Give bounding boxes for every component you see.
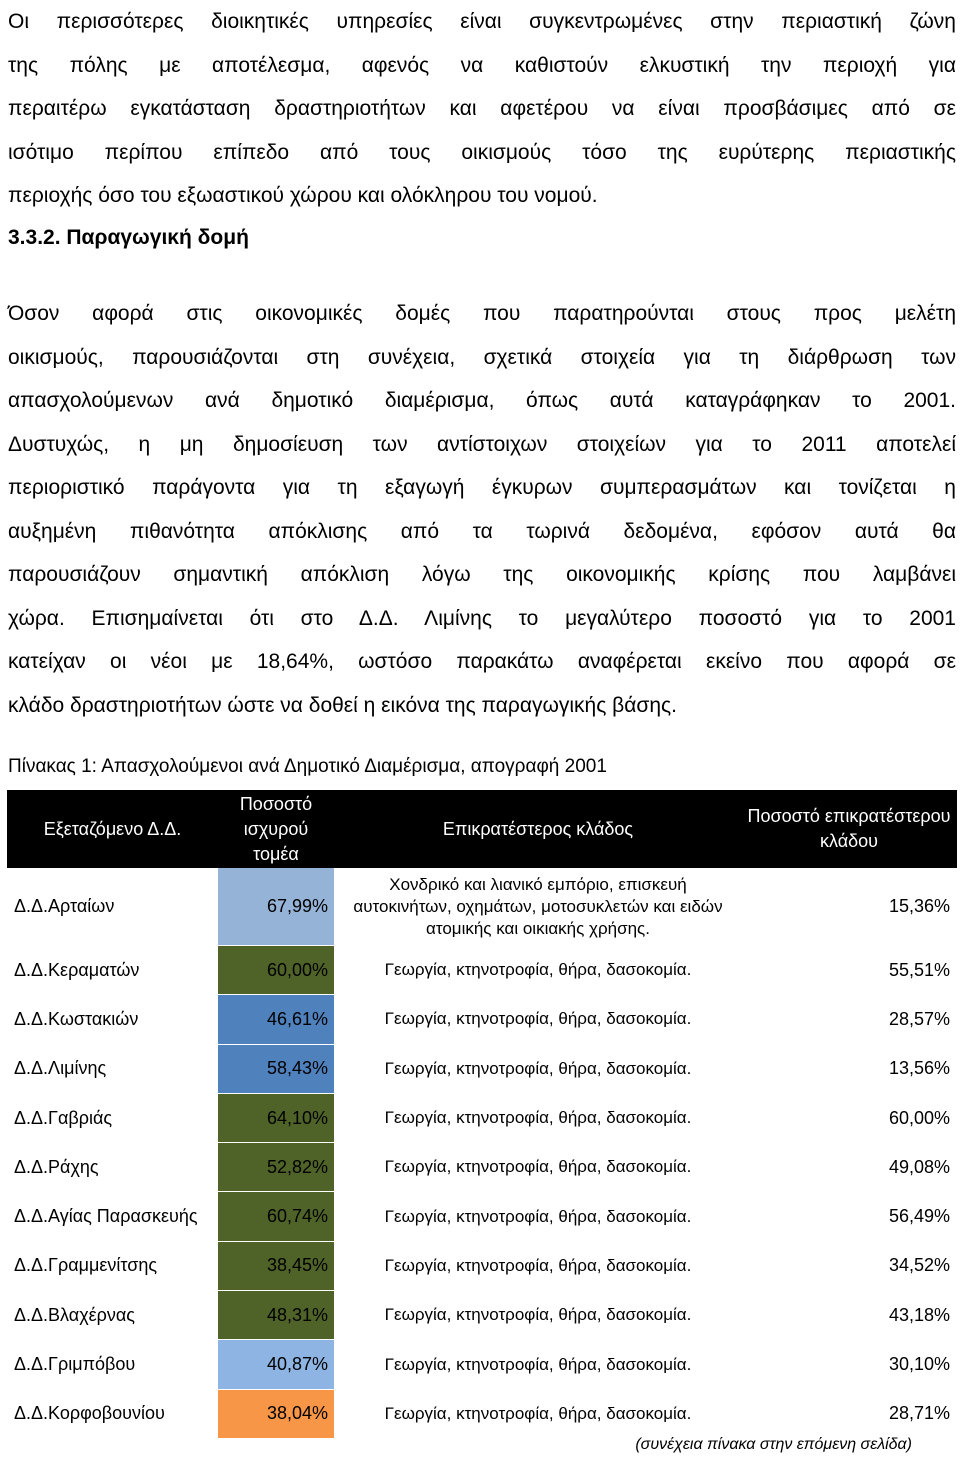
- district-name: Δ.Δ.Γριμπόβου: [8, 1340, 218, 1389]
- dominant-sector-pct: 49,08%: [742, 1143, 957, 1192]
- table-row: [8, 1143, 957, 1192]
- table-row: [8, 1241, 957, 1290]
- dominant-sector-pct: 15,36%: [742, 868, 957, 946]
- table-row: [8, 946, 957, 995]
- table-row: [8, 1093, 957, 1142]
- body-line: απασχολούμενων ανά δημοτικό διαμέρισμα, όπως αυτά καταγράφηκαν το 2001.: [8, 389, 956, 412]
- dominant-sector-pct: 34,52%: [742, 1241, 957, 1290]
- table-row: [8, 1044, 957, 1093]
- body-line: παρουσιάζουν σημαντική απόκλιση λόγω της οικονομικής κρίσης που λαμβάνει: [8, 563, 956, 586]
- intro-line: περαιτέρω εγκατάσταση δραστηριοτήτων και αφετέρου να είναι προσβάσιμες από σε: [8, 97, 956, 120]
- strong-sector-pct: 46,61%: [218, 995, 335, 1044]
- table-caption: Πίνακας 1: Απασχολούμενοι ανά Δημοτικό Διαμέρισμα, απογραφή 2001: [8, 756, 607, 777]
- district-name: Δ.Δ.Αγίας Παρασκευής: [8, 1192, 218, 1241]
- district-name: Δ.Δ.Λιμίνης: [8, 1044, 218, 1093]
- header-district: Εξεταζόμενο Δ.Δ.: [8, 791, 218, 868]
- table-header-row: [8, 791, 957, 868]
- dominant-sector-pct: 28,71%: [742, 1389, 957, 1438]
- district-name: Δ.Δ.Βλαχέρνας: [8, 1291, 218, 1340]
- body-line: περιοριστικό παράγοντα για τη εξαγωγή έγκυρων συμπερασμάτων και τονίζεται η: [8, 476, 956, 499]
- district-name: Δ.Δ.Κορφοβουνίου: [8, 1389, 218, 1438]
- dominant-sector-pct: 55,51%: [742, 946, 957, 995]
- dominant-sector-pct: 13,56%: [742, 1044, 957, 1093]
- header-dominant-sector: Επικρατέστερος κλάδος: [335, 791, 742, 868]
- dominant-sector: Γεωργία, κτηνοτροφία, θήρα, δασοκομία.: [335, 1291, 742, 1340]
- strong-sector-pct: 60,74%: [218, 1192, 335, 1241]
- dominant-sector: Γεωργία, κτηνοτροφία, θήρα, δασοκομία.: [335, 995, 742, 1044]
- dominant-sector: Χονδρικό και λιανικό εμπόριο, επισκευή αυτοκινήτων, οχημάτων, μοτοσυκλετών και ειδών ατομικής και οικιακής χρήσης.: [335, 868, 742, 946]
- strong-sector-pct: 64,10%: [218, 1093, 335, 1142]
- body-line: Δυστυχώς, η μη δημοσίευση των αντίστοιχων στοιχείων για το 2011 αποτελεί: [8, 432, 956, 456]
- strong-sector-pct: 48,31%: [218, 1291, 335, 1340]
- dominant-sector-pct: 28,57%: [742, 995, 957, 1044]
- strong-sector-pct: 40,87%: [218, 1340, 335, 1389]
- table-row: [8, 1389, 957, 1438]
- dominant-sector: Γεωργία, κτηνοτροφία, θήρα, δασοκομία.: [335, 1143, 742, 1192]
- dominant-sector-pct: 60,00%: [742, 1093, 957, 1142]
- district-name: Δ.Δ.Κεραματών: [8, 946, 218, 995]
- dominant-sector-pct: 56,49%: [742, 1192, 957, 1241]
- strong-sector-pct: 58,43%: [218, 1044, 335, 1093]
- strong-sector-pct: 38,45%: [218, 1241, 335, 1290]
- dominant-sector-pct: 30,10%: [742, 1340, 957, 1389]
- dominant-sector: Γεωργία, κτηνοτροφία, θήρα, δασοκομία.: [335, 1093, 742, 1142]
- header-strong-sector-pct: Ποσοστό ισχυρού τομέα: [218, 791, 335, 868]
- district-name: Δ.Δ.Αρταίων: [8, 868, 218, 946]
- dominant-sector: Γεωργία, κτηνοτροφία, θήρα, δασοκομία.: [335, 1241, 742, 1290]
- dominant-sector-pct: 43,18%: [742, 1291, 957, 1340]
- body-line: κατείχαν οι νέοι με 18,64%, ωστόσο παρακάτω αναφέρεται εκείνο που αφορά σε: [8, 650, 956, 673]
- table-row: [8, 1192, 957, 1241]
- intro-line: της πόλης με αποτέλεσμα, αφενός να καθιστούν ελκυστική την περιοχή για: [8, 53, 956, 77]
- district-name: Δ.Δ.Γαβριάς: [8, 1093, 218, 1142]
- intro-paragraph: [8, 0, 956, 218]
- strong-sector-pct: 52,82%: [218, 1143, 335, 1192]
- dominant-sector: Γεωργία, κτηνοτροφία, θήρα, δασοκομία.: [335, 1340, 742, 1389]
- table-body: [8, 868, 957, 1439]
- dominant-sector: Γεωργία, κτηνοτροφία, θήρα, δασοκομία.: [335, 1044, 742, 1093]
- section-heading: 3.3.2. Παραγωγική δομή: [8, 226, 249, 249]
- table-row: [8, 1291, 957, 1340]
- employment-table: [7, 790, 957, 1439]
- dominant-sector: Γεωργία, κτηνοτροφία, θήρα, δασοκομία.: [335, 1192, 742, 1241]
- intro-line: Οι περισσότερες διοικητικές υπηρεσίες είναι συγκεντρωμένες στην περιαστική ζώνη: [8, 10, 956, 33]
- district-name: Δ.Δ.Γραμμενίτσης: [8, 1241, 218, 1290]
- district-name: Δ.Δ.Ράχης: [8, 1143, 218, 1192]
- continuation-note: (συνέχεια πίνακα στην επόμενη σελίδα): [635, 1436, 912, 1453]
- body-line: οικισμούς, παρουσιάζονται στη συνέχεια, σχετικά στοιχεία για τη διάρθρωση των: [8, 345, 956, 369]
- body-line: Όσον αφορά στις οικονομικές δομές που παρατηρούνται στους προς μελέτη: [8, 302, 956, 325]
- strong-sector-pct: 60,00%: [218, 946, 335, 995]
- table-row: [8, 868, 957, 946]
- strong-sector-pct: 38,04%: [218, 1389, 335, 1438]
- body-line: χώρα. Επισημαίνεται ότι στο Δ.Δ. Λιμίνης το μεγαλύτερο ποσοστό για το 2001: [8, 606, 956, 630]
- district-name: Δ.Δ.Κωστακιών: [8, 995, 218, 1044]
- body-line: αυξημένη πιθανότητα απόκλισης από τα τωρινά δεδομένα, εφόσον αυτά θα: [8, 519, 956, 543]
- table-row: [8, 995, 957, 1044]
- body-paragraph: [8, 292, 956, 727]
- dominant-sector: Γεωργία, κτηνοτροφία, θήρα, δασοκομία.: [335, 1389, 742, 1438]
- strong-sector-pct: 67,99%: [218, 868, 335, 946]
- table-row: [8, 1340, 957, 1389]
- dominant-sector: Γεωργία, κτηνοτροφία, θήρα, δασοκομία.: [335, 946, 742, 995]
- header-dominant-sector-pct: Ποσοστό επικρατέστερου κλάδου: [742, 791, 957, 868]
- body-line: κλάδο δραστηριοτήτων ώστε να δοθεί η εικόνα της παραγωγικής βάσης.: [8, 693, 677, 717]
- intro-line: ισότιμο περίπου επίπεδο από τους οικισμούς τόσο της ευρύτερης περιαστικής: [8, 140, 956, 164]
- intro-line: περιοχής όσο του εξωαστικού χώρου και ολόκληρου του νομού.: [8, 184, 598, 207]
